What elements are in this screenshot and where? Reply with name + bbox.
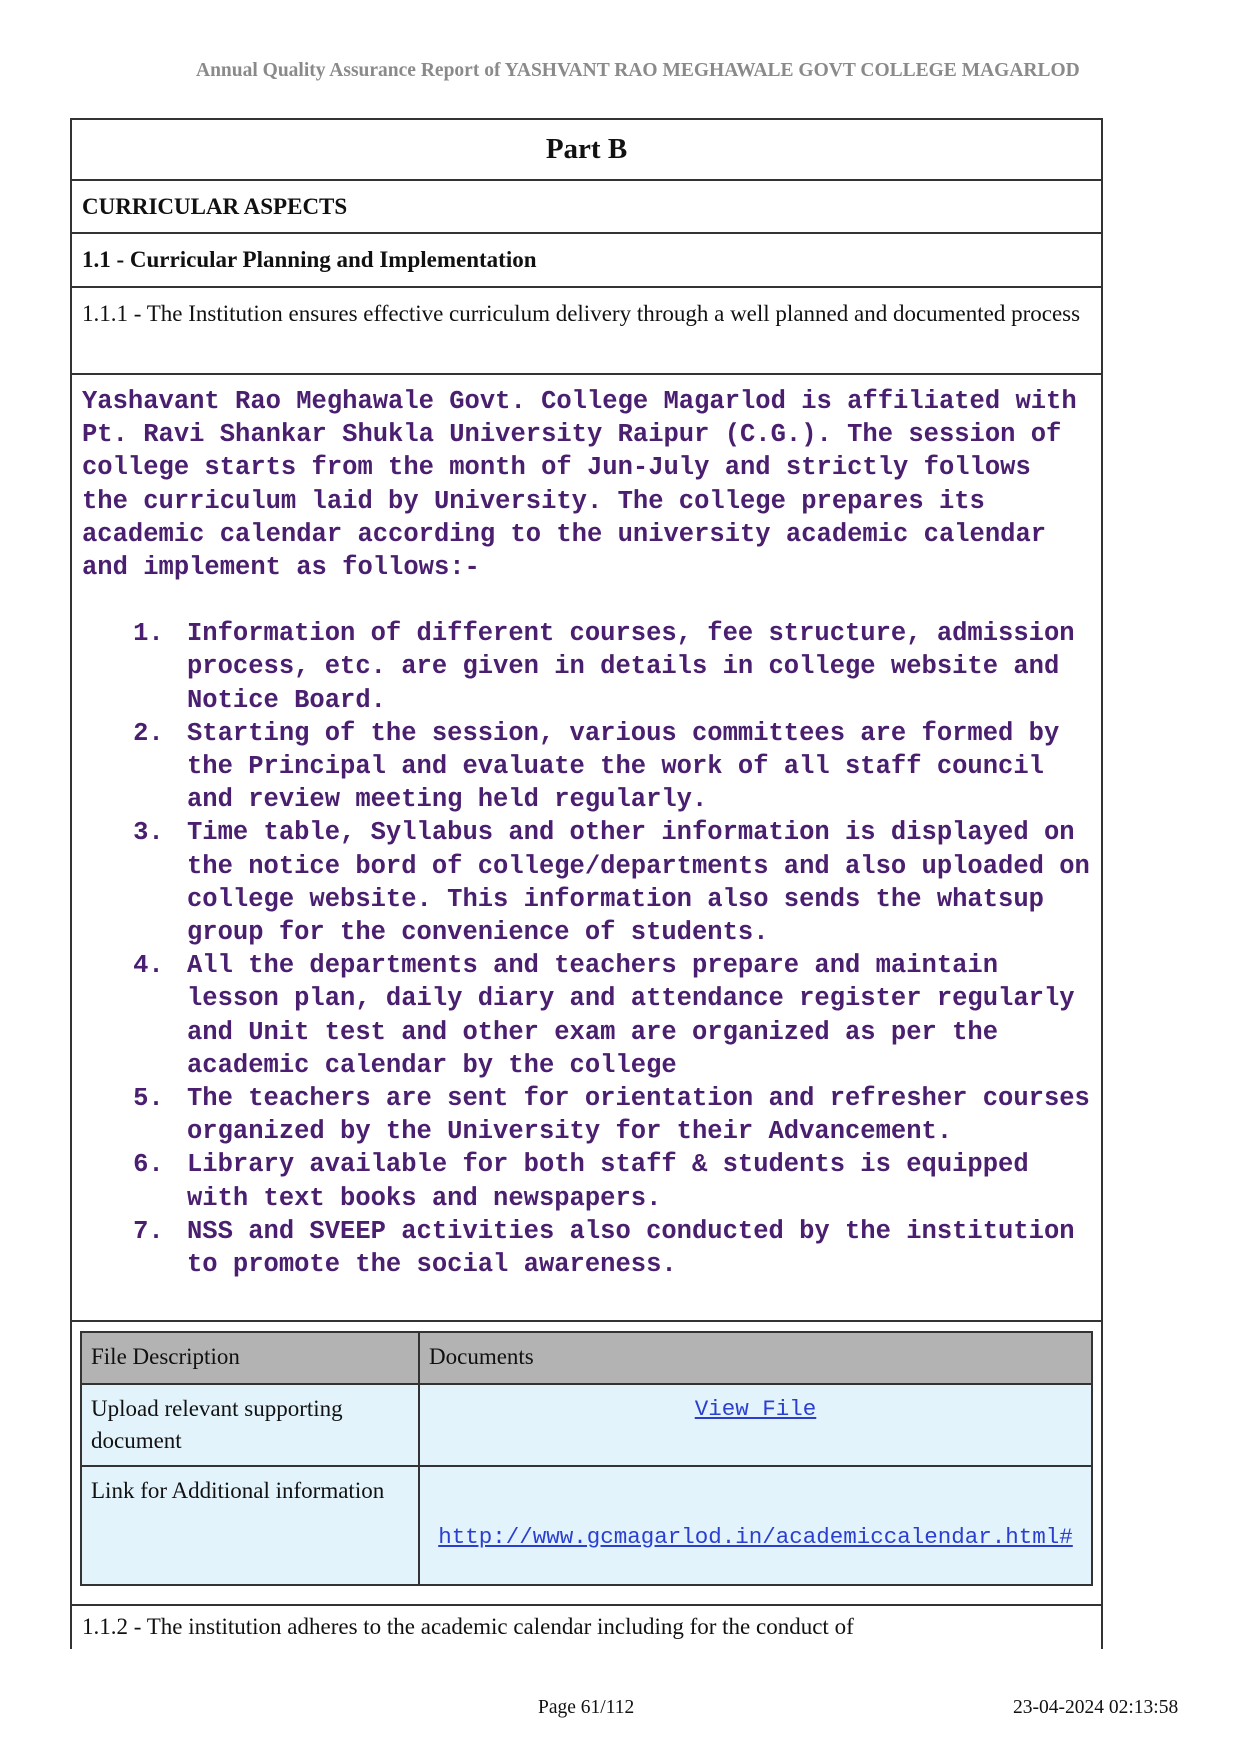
question-1-1-1: 1.1.1 - The Institution ensures effective curriculum delivery through a well planned and documented process (72, 288, 1101, 375)
criterion-title: 1.1 - Curricular Planning and Implementation (72, 234, 1101, 288)
question-1-1-2: 1.1.2 - The institution adheres to the academic calendar including for the conduct of (72, 1604, 1101, 1648)
table-row (81, 1384, 1092, 1466)
answer-intro: Yashavant Rao Meghawale Govt. College Magarlod is affiliated with Pt. Ravi Shankar Shukla University Raipur (C.G.). The session of college starts from the month of Jun-July and strictly follows the curriculum laid by University. The college prepares its academic calendar according to the university academic calendar and implement as follows:- (82, 387, 1092, 583)
part-title: Part B (72, 120, 1101, 181)
list-item: 4. All the departments and teachers prepare and maintain lesson plan, daily diary and attendance register regularly and Unit test and other exam are organized as per the academic calendar by the college (179, 949, 1091, 1082)
document-cell (419, 1384, 1092, 1466)
list-item: 2. Starting of the session, various committees are formed by the Principal and evaluate the work of all staff council and review meeting held regularly. (179, 717, 1091, 817)
list-item: 7. NSS and SVEEP activities also conducted by the institution to promote the social awareness. (179, 1215, 1091, 1281)
timestamp: 23-04-2024 02:13:58 (1013, 1697, 1179, 1718)
page-number: Page 61/112 (538, 1697, 635, 1718)
document-cell (419, 1466, 1092, 1585)
header-file-description: File Description (81, 1332, 419, 1384)
table-row (81, 1466, 1092, 1585)
list-item: 3. Time table, Syllabus and other information is displayed on the notice bord of college/departments and also uploaded on college website. This information also sends the whatsup group for the convenience of students. (179, 816, 1091, 949)
list-item: 1. Information of different courses, fee structure, admission process, etc. are given in details in college website and Notice Board. (179, 617, 1091, 717)
file-description-cell: Upload relevant supporting document (81, 1384, 419, 1466)
answer-list (82, 617, 1106, 1281)
running-header: Annual Quality Assurance Report of YASHVANT RAO MEGHAWALE GOVT COLLEGE MAGARLOD (196, 60, 1080, 81)
section-title: CURRICULAR ASPECTS (72, 181, 1101, 234)
file-description-table (80, 1331, 1093, 1586)
answer-block (72, 375, 1106, 1322)
file-description-cell: Link for Additional information (81, 1466, 419, 1585)
list-item: 5. The teachers are sent for orientation and refresher courses organized by the University for their Advancement. (179, 1082, 1091, 1148)
table-header-row (81, 1332, 1092, 1384)
additional-info-link[interactable]: http://www.gcmagarlod.in/academiccalendar.html# (438, 1523, 1073, 1550)
view-file-link[interactable]: View File (694, 1396, 817, 1422)
files-section (72, 1322, 1101, 1604)
header-documents: Documents (419, 1332, 1092, 1384)
list-item: 6. Library available for both staff & students is equipped with text books and newspapers. (179, 1148, 1091, 1214)
report-table (70, 118, 1106, 1649)
